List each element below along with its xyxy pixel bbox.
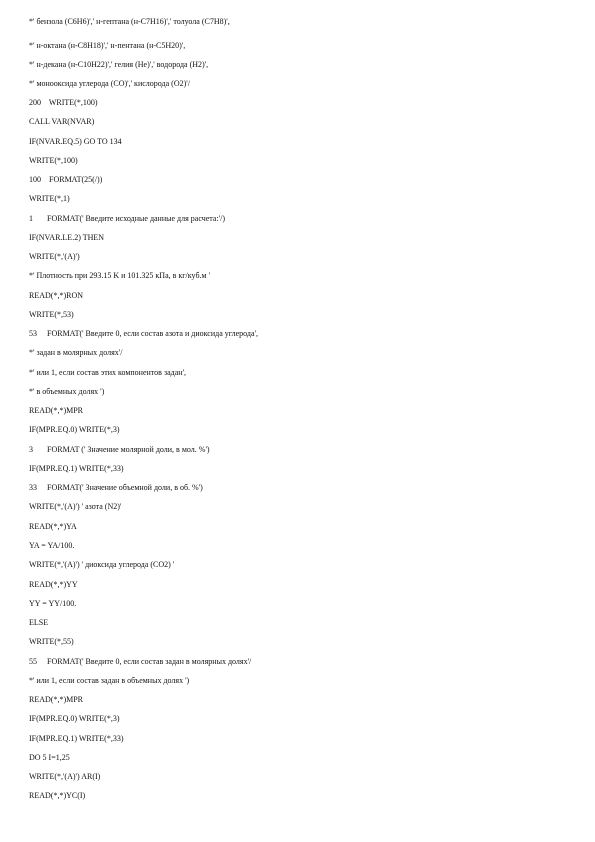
code-line: 100 FORMAT(25(/))	[29, 175, 103, 184]
code-line: 3 FORMAT (' Значение молярной доли, в мол. %')	[29, 445, 210, 454]
code-line: YY = YY/100.	[29, 599, 77, 608]
code-line: *' в объемных долях ')	[29, 387, 105, 396]
code-line: ELSE	[29, 618, 49, 627]
code-line: *' н-декана (н-C10H22)',' гелия (He)',' водорода (H2)',	[29, 60, 209, 69]
code-line: *' монооксида углерода (CO)',' кислорода (O2)'/	[29, 79, 190, 88]
code-line: IF(NVAR.LE.2) THEN	[29, 233, 105, 242]
code-line: WRITE(*,'(A)')	[29, 252, 80, 261]
code-line: 53 FORMAT(' Введите 0, если состав азота и диоксида углерода',	[29, 329, 258, 338]
code-line: IF(MPR.EQ.1) WRITE(*,33)	[29, 464, 124, 473]
code-line: READ(*,*)MPR	[29, 695, 84, 704]
code-line: *' задан в молярных долях'/	[29, 348, 123, 357]
code-line: *' Плотность при 293.15 K и 101.325 кПа, в кг/куб.м '	[29, 271, 211, 280]
code-line: READ(*,*)YC(I)	[29, 791, 86, 800]
code-line: YA = YA/100.	[29, 541, 75, 550]
code-line: IF(MPR.EQ.0) WRITE(*,3)	[29, 425, 120, 434]
code-line: CALL VAR(NVAR)	[29, 117, 95, 126]
code-line: WRITE(*,'(A)') ' азота (N2)'	[29, 502, 122, 511]
code-line: 1 FORMAT(' Введите исходные данные для расчета:'/)	[29, 214, 225, 223]
code-line: 200 WRITE(*,100)	[29, 98, 98, 107]
code-line: READ(*,*)MPR	[29, 406, 84, 415]
code-line: WRITE(*,1)	[29, 194, 70, 203]
code-line: READ(*,*)YA	[29, 522, 77, 531]
code-line: *' или 1, если состав этих компонентов задан',	[29, 368, 187, 377]
code-line: READ(*,*)RON	[29, 291, 83, 300]
code-line: WRITE(*,100)	[29, 156, 78, 165]
code-line: IF(MPR.EQ.0) WRITE(*,3)	[29, 714, 120, 723]
code-line: WRITE(*,55)	[29, 637, 74, 646]
code-line: WRITE(*,'(A)') ' диоксида углерода (CO2) '	[29, 560, 175, 569]
code-line: *' бензола (C6H6)',' н-гептана (н-C7H16)',' толуола (C7H8)',	[29, 17, 230, 26]
code-line: WRITE(*,'(A)') AR(I)	[29, 772, 101, 781]
code-line: IF(MPR.EQ.1) WRITE(*,33)	[29, 734, 124, 743]
code-line: IF(NVAR.EQ.5) GO TO 134	[29, 137, 122, 146]
code-line: READ(*,*)YY	[29, 580, 78, 589]
code-line: *' или 1, если состав задан в объемных долях ')	[29, 676, 190, 685]
code-line: *' н-октана (н-C8H18)',' н-пентана (н-C5H20)',	[29, 41, 186, 50]
code-line: WRITE(*,53)	[29, 310, 74, 319]
code-line: DO 5 I=1,25	[29, 753, 70, 762]
code-line: 33 FORMAT(' Значение объемной доли, в об. %')	[29, 483, 203, 492]
code-line: 55 FORMAT(' Введите 0, если состав задан в молярных долях'/	[29, 657, 252, 666]
